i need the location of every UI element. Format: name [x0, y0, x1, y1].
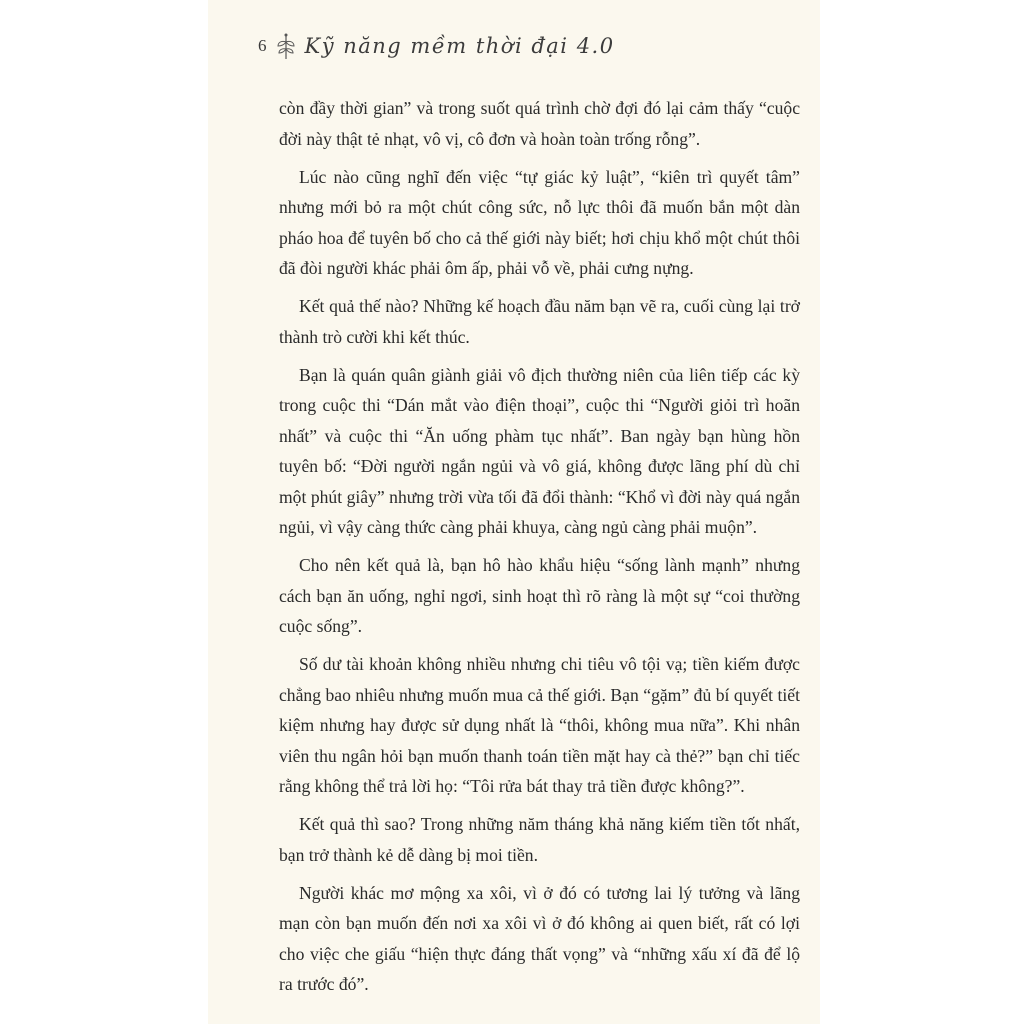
paragraph: Số dư tài khoản không nhiều nhưng chi tiêu vô tội vạ; tiền kiếm được chẳng bao nhiêu nhưng muốn mua cả thế giới. Bạn “gặm” đủ bí quyết tiết kiệm nhưng hay được sử dụng nhất là “thôi, không mua nữa”. Khi nhân viên thu ngân hỏi bạn muốn thanh toán tiền mặt hay cà thẻ?” bạn chỉ tiếc rằng không thể trả lời họ: “Tôi rửa bát thay trả tiền được không?”. — [279, 654, 800, 796]
paragraph: Bạn là quán quân giành giải vô địch thường niên của liên tiếp các kỳ trong cuộc thi “Dán mắt vào điện thoại”, cuộc thi “Người giỏi trì hoãn nhất” và cuộc thi “Ăn uống phàm tục nhất”. Ban ngày bạn hùng hồn tuyên bố: “Đời người ngắn ngủi và vô giá, không được lãng phí dù chỉ một phút giây” nhưng trời vừa tối đã đổi thành: “Khổ vì đời này quá ngắn ngủi, vì vậy càng thức càng phải khuya, càng ngủ càng phải muộn”. — [279, 364, 800, 537]
paragraph: Người khác mơ mộng xa xôi, vì ở đó có tương lai lý tưởng và lãng mạn còn bạn muốn đến nơi xa xôi vì ở đó không ai quen biết, rất có lợi cho việc che giấu “hiện thực đáng thất vọng” và “những xấu xí đã để lộ ra trước đó”. — [279, 882, 800, 994]
paragraph: Kết quả thế nào? Những kế hoạch đầu năm bạn vẽ ra, cuối cùng lại trở thành trò cười khi kết thúc. — [279, 296, 800, 347]
paragraph: Lúc nào cũng nghĩ đến việc “tự giác kỷ luật”, “kiên trì quyết tâm” nhưng mới bỏ ra một chút công sức, nỗ lực thôi đã muốn bắn một dàn pháo hoa để tuyên bố cho cả thế giới này biết; hơi chịu khổ một chút thôi đã đòi người khác phải ôm ấp, phải vỗ về, phải cưng nựng. — [279, 166, 800, 278]
page-header — [258, 26, 615, 66]
page-body — [279, 93, 800, 1007]
paragraph: còn đầy thời gian” và trong suốt quá trình chờ đợi đó lại cảm thấy “cuộc đời này thật tẻ nhạt, vô vị, cô đơn và hoàn toàn trống rỗng”. — [279, 98, 800, 149]
paragraph: Cho nên kết quả là, bạn hô hào khẩu hiệu “sống lành mạnh” nhưng cách bạn ăn uống, nghỉ ngơi, sinh hoạt thì rõ ràng là một sự “coi thường cuộc sống”. — [279, 555, 800, 636]
running-title: Kỹ năng mềm thời đại 4.0 — [304, 34, 615, 58]
paragraph: Kết quả thì sao? Trong những năm tháng khả năng kiếm tiền tốt nhất, bạn trở thành kẻ dễ dàng bị moi tiền. — [279, 814, 800, 865]
leaf-ornament-icon — [275, 32, 297, 60]
page-number: 6 — [258, 36, 267, 55]
